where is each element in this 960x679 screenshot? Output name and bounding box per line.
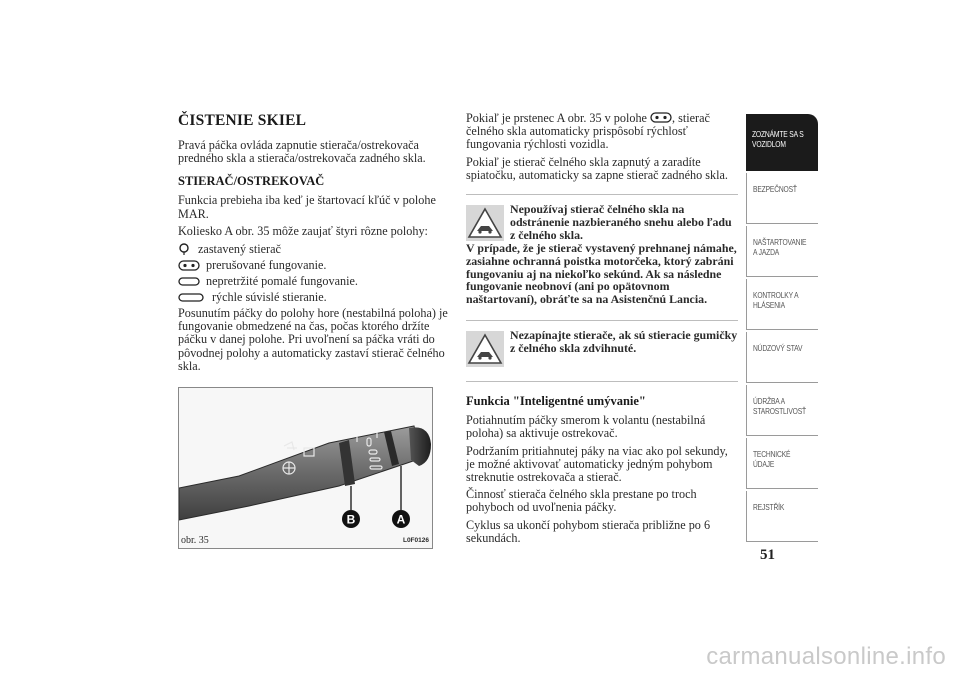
figure-wiper-stalk — [178, 387, 433, 549]
position-intermittent-icon — [178, 260, 200, 271]
position-slow-icon — [178, 277, 200, 286]
watermark: carmanualsonline.info — [706, 643, 946, 670]
paragraph-reverse-gear: Pokiaľ je stierač čelného skla zapnutý a zaradíte spiatočku, automaticky sa zapne stierač zadného skla. — [466, 154, 728, 182]
figure-code: L0F0126 — [402, 537, 429, 544]
subsection-title: STIERAČ/OSTREKOVAČ — [178, 174, 325, 189]
position-intermittent-icon — [650, 112, 672, 123]
tab-technical-data[interactable]: TECHNICKÉ ÚDAJE — [746, 438, 818, 489]
paragraph-pull-lever: Potiahnutím páčky smerom k volantu (nestabilná poloha) sa aktivuje ostrekovač. — [466, 413, 706, 441]
warning-text-snow: Nepoužívaj stierač čelného skla na odstránenie nazbieraného snehu alebo ľadu z čelného skla. — [510, 202, 732, 242]
left-column — [178, 112, 450, 377]
tab-maintenance[interactable]: ÚDRŽBA A STAROSTLIVOSŤ — [746, 385, 818, 436]
svg-text:A: A — [396, 512, 406, 527]
warning-icon — [466, 205, 504, 241]
position-row-off — [178, 242, 450, 256]
wiper-stalk-illustration — [179, 388, 432, 538]
right-column — [466, 112, 738, 549]
tab-safety[interactable]: BEZPEČNOSŤ — [746, 173, 818, 224]
position-row-intermittent — [178, 258, 450, 272]
position-row-slow — [178, 274, 450, 288]
position-fast-icon — [178, 293, 204, 302]
warning-box-raised-blades — [466, 320, 738, 377]
paragraph-stop-after-three: Činnosť stierača čelného skla prestane po troch pohyboch od uvoľnenia páčky. — [466, 487, 697, 515]
divider — [466, 381, 738, 382]
chapter-tabs — [746, 114, 818, 544]
figure-caption: obr. 35 — [181, 535, 209, 546]
position-off-icon — [178, 243, 192, 255]
warning-text-raised-blades: Nezapínajte stierače, ak sú stieracie gumičky z čelného skla zdvihnuté. — [510, 328, 738, 356]
warning-box-snow — [466, 194, 738, 314]
position-row-fast — [178, 290, 450, 304]
paragraph-auto-speed: Pokiaľ je prstenec A obr. 35 v polohe , stierač čelného skla automaticky prispôsobí rýchlosť fungovania rýchlosti vozidla. — [466, 111, 710, 152]
tab-index[interactable]: REJSTŘÍK — [746, 491, 818, 542]
paragraph-key-mar: Funkcia prebieha iba keď je štartovací kľúč v polohe MAR. — [178, 193, 436, 221]
warning-icon — [466, 331, 504, 367]
position-label: zastavený stierač — [198, 242, 281, 257]
paragraph-cycle-end: Cyklus sa ukončí pohybom stierača približne po 6 sekundách. — [466, 517, 711, 545]
intro-text: Pravá páčka ovláda zapnutie stierača/ostrekovača predného skla a stierača/ostrekovača zadného skla. — [178, 138, 426, 166]
section-title: ČISTENIE SKIEL — [178, 112, 307, 129]
tab-get-to-know-vehicle[interactable]: ZOZNÁMTE SA S VOZIDLOM — [746, 114, 818, 171]
position-label: rýchle súvislé stieranie. — [212, 290, 327, 305]
svg-text:B: B — [346, 512, 356, 527]
warning-text-snow-more: V prípade, že je stierač vystavený prehnanej námahe, zasiahne ochranná poistka motorčeka, ktorý zabráni fungovaniu aj na niekoľko sekúnd. Ak sa následne fungovanie neobnoví (ani po opätovnom naštartovaní), obráťte sa na Asistenčnú Lancia. — [466, 240, 737, 307]
tab-warning-lights[interactable]: KONTROLKY A HLÁSENIA — [746, 279, 818, 330]
paragraph-hold-lever: Podržaním pritiahnutej páky na viac ako pol sekundy, je možné aktivovať automaticky jedným pohybom streknutie ostrekovača a stierač. — [466, 443, 728, 485]
position-label: nepretržité pomalé fungovanie. — [206, 274, 358, 289]
tab-starting-driving[interactable]: NAŠTARTOVANIE A JAZDA — [746, 226, 818, 277]
subsection-smart-wash-title: Funkcia "Inteligentné umývanie" — [466, 394, 646, 409]
position-label: prerušované fungovanie. — [206, 258, 327, 273]
paragraph-positions-intro: Koliesko A obr. 35 môže zaujať štyri rôzne polohy: — [178, 223, 428, 238]
page-number: 51 — [760, 547, 775, 563]
paragraph-unstable-position: Posunutím páčky do polohy hore (nestabilná poloha) je fungovanie obmedzené na čas, počas ktorého držíte páčku v danej polohe. Pri uvoľnení sa páčka vráti do pôvodnej polohy a automaticky zastaví stierač čelného skla. — [178, 306, 448, 373]
tab-emergency[interactable]: NÚDZOVÝ STAV — [746, 332, 818, 383]
